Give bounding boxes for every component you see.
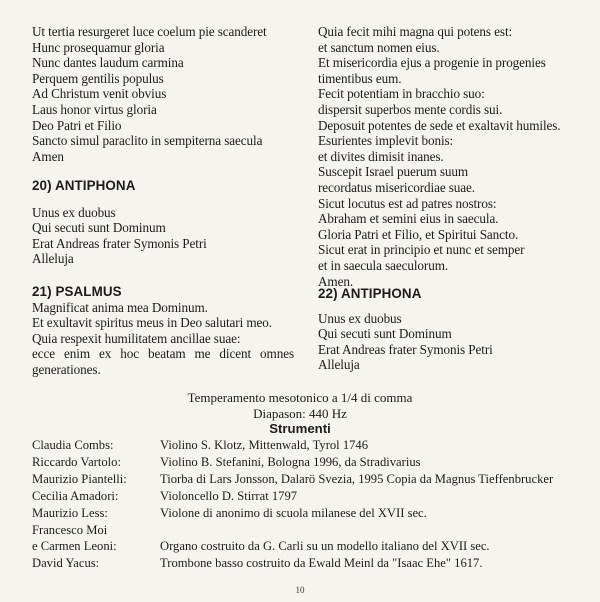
text-line: Esurientes implevit bonis: xyxy=(318,133,454,149)
instrument-desc: Violoncello D. Stirrat 1797 xyxy=(160,488,298,503)
text-line: Sicut locutus est ad patres nostros: xyxy=(318,195,497,211)
section-heading: 21) PSALMUS xyxy=(32,284,122,299)
hymn-verses xyxy=(32,24,294,164)
text-line: et divites dimisit inanes. xyxy=(318,148,444,164)
player-name: David Yacus: xyxy=(32,556,100,571)
player-name: Claudia Combs: xyxy=(32,438,114,452)
instrument-desc: Tiorba di Lars Jonsson, Dalarö Svezia, 1995 Copia da Magnus Tieffenbrucker xyxy=(160,471,554,486)
text-line: Quia fecit mihi magna qui potens est: xyxy=(318,24,513,39)
list-item xyxy=(32,471,553,488)
text-line: Quia respexit humilitatem ancillae suae: xyxy=(32,330,241,346)
verse-line: Deo Patri et Filio xyxy=(32,117,122,133)
spacer xyxy=(32,194,294,205)
performance-info xyxy=(0,390,600,437)
text-line: Erat Andreas frater Symonis Petri xyxy=(32,235,207,251)
text-line: ecce enim ex hoc beatam me dicent omnes xyxy=(32,346,294,362)
text-line: Suscepit Israel puerum suum xyxy=(318,164,469,180)
instrument-desc: Organo costruito da G. Carli su un modello italiano del XVII sec. xyxy=(160,539,490,554)
text-line: timentibus eum. xyxy=(318,70,402,86)
instrument-desc: Violone di anonimo di scuola milanese del XVII sec. xyxy=(160,505,427,520)
text-line: Unus ex duobus xyxy=(32,204,116,220)
player-name: Riccardo Vartolo: xyxy=(32,454,121,469)
text-line: Et misericordia ejus a progenie in progenies xyxy=(318,55,546,71)
text-line: Alleluja xyxy=(318,357,360,373)
player-name: Cecilia Amadori: xyxy=(32,488,119,503)
list-item xyxy=(32,488,553,505)
verse-line: Ad Christum venit obvius xyxy=(32,86,167,102)
text-line: et sanctum nomen eius. xyxy=(318,39,440,55)
instrument-desc: Violino B. Stefanini, Bologna 1996, da Stradivarius xyxy=(160,454,421,469)
verse-line: Hunc prosequamur gloria xyxy=(32,39,165,55)
text-line: Unus ex duobus xyxy=(318,310,402,326)
list-item xyxy=(32,505,553,522)
list-item xyxy=(32,454,553,471)
player-name: Maurizio Less: xyxy=(32,505,108,520)
player-name: Francesco Moi xyxy=(32,522,108,537)
verse-line: Sancto simul paraclito in sempiterna saecula xyxy=(32,133,263,149)
verse-line: Perquem gentilis populus xyxy=(32,70,164,86)
antiphona-22-section xyxy=(318,286,586,373)
text-line: generationes. xyxy=(32,361,101,377)
section-heading: 22) ANTIPHONA xyxy=(318,286,422,301)
antiphona-20-section xyxy=(32,178,294,267)
list-item xyxy=(32,522,553,539)
list-item xyxy=(32,538,553,555)
section-heading: 20) ANTIPHONA xyxy=(32,178,136,193)
text-line: Magnificat anima mea Dominum. xyxy=(32,299,208,315)
instrument-desc: Trombone basso costruito da Ewald Meinl da "Isaac Ehe" 1617. xyxy=(160,556,483,571)
magnificat-continued xyxy=(318,24,586,289)
text-line: Qui secuti sunt Dominum xyxy=(32,220,166,236)
list-item xyxy=(32,555,553,572)
list-item xyxy=(32,437,553,454)
text-line: Abraham et semini eius in saecula. xyxy=(318,211,499,227)
text-line: Alleluja xyxy=(32,251,74,267)
player-name: Maurizio Piantelli: xyxy=(32,471,127,486)
text-line: Deposuit potentes de sede et exaltavit humiles. xyxy=(318,117,561,133)
text-line: et in saecula saeculorum. xyxy=(318,257,449,273)
diapason-text: Diapason: 440 Hz xyxy=(253,405,347,421)
text-line: Qui secuti sunt Dominum xyxy=(318,326,452,342)
verse-line: Laus honor virtus gloria xyxy=(32,101,157,117)
instruments-heading: Strumenti xyxy=(269,421,331,436)
text-line: dispersit superbos mente cordis sui. xyxy=(318,101,503,117)
text-line: Fecit potentiam in bracchio suo: xyxy=(318,86,485,102)
page-number: 10 xyxy=(295,585,305,595)
text-line: recordatus misericordiae suae. xyxy=(318,179,476,195)
player-name: e Carmen Leoni: xyxy=(32,539,117,554)
verse-line: Nunc dantes laudum carmina xyxy=(32,55,184,71)
temperament-text: Temperamento mesotonico a 1/4 di comma xyxy=(187,390,413,405)
verse-line: Amen xyxy=(32,148,64,164)
text-line: Gloria Patri et Filio, et Spiritui Sancto. xyxy=(318,226,519,242)
text-line: Sicut erat in principio et nunc et semper xyxy=(318,242,525,258)
psalmus-21-section xyxy=(32,284,294,378)
spacer xyxy=(318,302,586,311)
text-line: Erat Andreas frater Symonis Petri xyxy=(318,341,493,357)
instrument-list xyxy=(32,437,553,572)
instrument-desc: Violino S. Klotz, Mittenwald, Tyrol 1746 xyxy=(160,438,369,452)
verse-line: Ut tertia resurgeret luce coelum pie scanderet xyxy=(32,24,267,39)
text-line: Amen. xyxy=(318,273,354,289)
text-line: Et exultavit spiritus meus in Deo salutari meo. xyxy=(32,315,272,331)
